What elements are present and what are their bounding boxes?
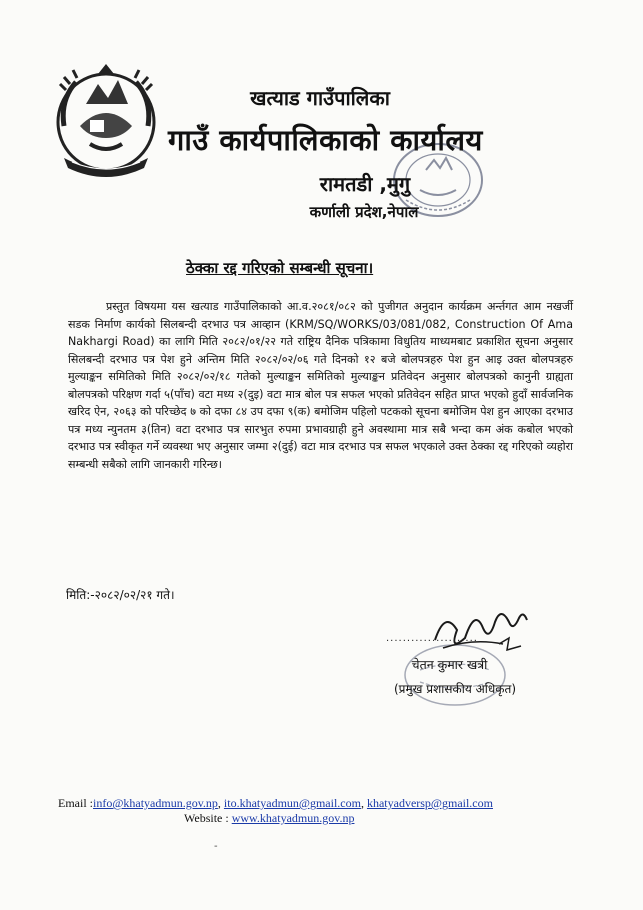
handwritten-signature <box>425 600 535 660</box>
email-link-verification[interactable]: khatyadversp@gmail.com <box>366 796 493 810</box>
footer-website-row <box>184 811 354 826</box>
website-link[interactable]: www.khatyadmun.gov.np <box>231 811 355 825</box>
municipality-name: खत्याड गाउँपालिका <box>250 86 390 110</box>
signature-line: ...................... <box>386 633 478 644</box>
signatory-name: चेतन कुमार खत्री <box>411 657 488 672</box>
office-province: कर्णाली प्रदेश,नेपाल <box>309 203 419 221</box>
email-separator: , <box>217 796 224 810</box>
signatory-title: (प्रमुख प्रशासकीय अधिकृत) <box>393 682 517 696</box>
office-location: रामतडी ,मुगु <box>319 172 411 196</box>
notice-date: मिति:-२०८२/०२/२१ गते। <box>66 588 175 602</box>
website-label: Website : <box>184 811 229 825</box>
bottom-mark: - <box>214 841 218 852</box>
email-separator: , <box>360 796 367 810</box>
email-link-info[interactable]: info@khatyadmun.gov.np <box>93 796 218 810</box>
nepal-emblem-icon <box>50 60 162 180</box>
email-link-ito[interactable]: ito.khatyadmun@gmail.com <box>223 796 361 810</box>
notice-paragraph: प्रस्तुत विषयमा यस खत्याड गाउँपालिकाको आ.व.२०८१/०८२ को पुजीगत अनुदान कार्यक्रम अर्न्तगत आम नखर्जी सडक निर्माण कार्यको सिलबन्दी दरभाउ पत्र आव्हान (KRM/SQ/WORKS/03/081/082, Construction Of Ama Nakhargi Road) का लागि मिति २०८२/०१/२२ गते राष्ट्रिय दैनिक पत्रिकामा विधुतिय माध्यमबाट प्रकाशित सूचना अनुसार सिलबन्दी दरभाउ पत्र पेश हुने अन्तिम मिति २०८२/०२/०६ गते दिनको १२ बजे बोलपत्रहरु पेश हुन आइ उक्त बोलपत्रहरु मुल्याङ्कन समितिको मिति २०८२/०२/१८ गतेको मुल्याङ्कन समितिको मुल्याङ्कन प्रतिवेदन अनुसार बोलपत्रको कानुनी ग्राह्यता बोलपत्रको परिक्षण गर्दा ५(पाँच) वटा मध्य २(दुइ) वटा मात्र बोल पत्र सफल भएको प्रतिवेदन सहित प्राप्त भएको हुदाँ सार्वजनिक खरिद ऐन, २०६३ को परिच्छेद ७ को दफा ८४ उप दफा ९(क) बमोजिम पहिलो पटकको सूचना बमोजिम पेश हुन आएका दरभाउ पत्र मध्य न्युनतम ३(तिन) वटा दरभाउ पत्र सारभुत रुपमा प्रभावग्राही हुने अवस्थामा मात्र सबै भन्दा कम अंक कबोल भएको दरभाउ पत्र स्वीकृत गर्ने व्यवस्था भए अनुसार जम्मा २(दुई) वटा मात्र दरभाउ पत्र सफल भएकाले उक्त ठेक्का रद्द गरिएको व्यहोरा सम्बन्धी सबैको लागि जानकारी गरिन्छ। <box>68 300 573 471</box>
notice-subject: ठेक्का रद्द गरिएको सम्बन्धी सूचना। <box>186 259 374 277</box>
office-title: गाउँ कार्यपालिकाको कार्यालय <box>168 123 483 157</box>
email-label: Email : <box>58 796 93 810</box>
footer-email-row <box>58 796 493 811</box>
notice-body <box>68 298 573 473</box>
